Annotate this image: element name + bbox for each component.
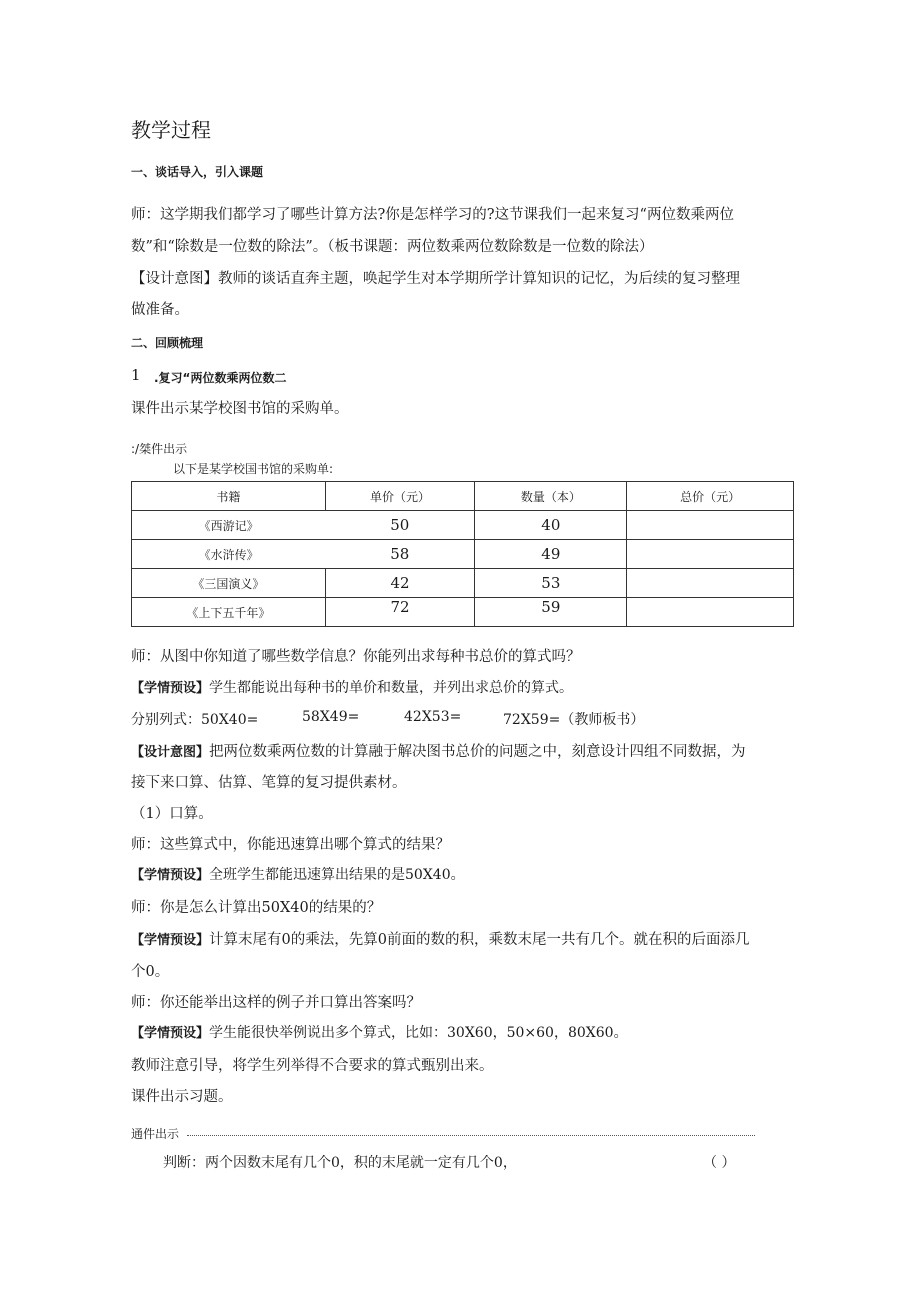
- preset-3: [131, 928, 749, 949]
- answer-1: 学生都能说出每种书的单价和数量，并列出求总价的算式。: [209, 680, 574, 696]
- cell-price: 58: [325, 540, 475, 569]
- answer-2: 全班学生都能迅速算出结果的是50X40。: [209, 867, 465, 883]
- cell-qty: 53: [475, 569, 627, 598]
- exercise-intro: 课件出示习题。: [131, 1089, 233, 1105]
- cell-book: 《三国演义》: [132, 569, 326, 598]
- purchase-table: [131, 481, 794, 627]
- cell-book: 《水浒传》: [132, 540, 326, 569]
- cell-book: 《西游记》: [132, 511, 326, 540]
- section1-line-3: 【设计意图】教师的谈话直奔主题，唤起学生对本学期所学计算知识的记忆，为后续的复习整理: [131, 271, 740, 287]
- formula-1: 分别列式：50X40=: [131, 712, 259, 728]
- cell-price: 42: [325, 569, 475, 598]
- preset-4: [131, 1022, 628, 1042]
- header-book: 书籍: [132, 482, 326, 511]
- table-row: [132, 569, 794, 598]
- section1-line-2: 数”和“除数是一位数的除法”。（板书课题：两位数乘两位数除数是一位数的除法）: [131, 239, 654, 255]
- question-3: 师：你是怎么计算出50X40的结果的？: [131, 900, 382, 916]
- judge-question: 判断：两个因数末尾有几个0，积的末尾就一定有几个0，: [163, 1155, 517, 1171]
- courseware-label: :/桀件出示: [131, 442, 188, 456]
- design-intent-2: [131, 740, 746, 761]
- section1-line-1: 师：这学期我们都学习了哪些计算方法?你是怎样学习的?这节课我们一起来复习“两位数乘两位: [131, 207, 734, 223]
- cell-total: [627, 540, 794, 569]
- question-1: 师：从图中你知道了哪些数学信息？你能列出求每种书总价的算式吗？: [131, 649, 581, 665]
- page-title: 教学过程: [131, 118, 211, 142]
- cell-qty: 49: [475, 540, 627, 569]
- answer-3b: 个0。: [131, 964, 170, 980]
- table-header-row: [132, 482, 794, 511]
- answer-3a: 计算末尾有0的乘法，先算0前面的数的积，乘数末尾一共有几个。就在积的后面添几: [209, 932, 750, 948]
- section1-line-4: 做准备。: [131, 302, 189, 318]
- tag-preset: 【学情预设】: [131, 681, 210, 696]
- answer-parentheses: （ ）: [703, 1155, 736, 1171]
- answer-4: 学生能很快举例说出多个算式，比如：30X60，50×60，80X60。: [209, 1025, 628, 1041]
- section1-heading: 一、谈话导入，引入课题: [131, 165, 264, 179]
- teacher-note: 教师注意引导，将学生列举得不合要求的算式甄别出来。: [131, 1058, 494, 1074]
- table-row: [132, 511, 794, 540]
- cell-total: [627, 511, 794, 540]
- header-price: 单价（元）: [325, 482, 475, 511]
- table-caption: 以下是某学校国书馆的采购单:: [173, 462, 334, 476]
- subsection-title: .复习“两位数乘两位数二: [154, 371, 287, 385]
- cell-total: [627, 598, 794, 627]
- table-row: [132, 540, 794, 569]
- subsection-number: 1: [131, 366, 141, 384]
- design-intent-text-a: 把两位数乘两位数的计算融于解决图书总价的问题之中，刻意设计四组不同数据，为: [209, 744, 746, 760]
- tag-preset: 【学情预设】: [131, 1026, 210, 1041]
- cell-price: 72: [325, 598, 475, 627]
- formula-4: 72X59=（教师板书）: [503, 712, 645, 728]
- formula-2: 58X49=: [302, 709, 360, 725]
- cell-total: [627, 569, 794, 598]
- formula-3: 42X53=: [404, 709, 462, 725]
- design-intent-text-b: 接下来口算、估算、笔算的复习提供素材。: [131, 775, 407, 791]
- header-total: 总价（元）: [627, 482, 794, 511]
- section2-heading: 二、回顾梳理: [131, 336, 204, 350]
- courseware-intro: 课件出示某学校图书馆的采购单。: [131, 401, 349, 417]
- preset-1: [131, 677, 573, 697]
- tag-design-intent: 【设计意图】: [131, 745, 210, 760]
- courseware-label-2: 通件出示: [131, 1127, 180, 1141]
- tag-preset: 【学情预设】: [131, 868, 210, 883]
- cell-book: 《上下五千年》: [132, 598, 326, 627]
- cell-price: 50: [325, 511, 475, 540]
- table-row: [132, 598, 794, 627]
- tag-preset: 【学情预设】: [131, 933, 210, 948]
- mental-math-heading: （1）口算。: [131, 806, 213, 822]
- question-4: 师：你还能举出这样的例子并口算出答案吗？: [131, 995, 421, 1011]
- dotted-divider: [187, 1135, 755, 1136]
- header-qty: 数量（本）: [475, 482, 627, 511]
- cell-qty: 40: [475, 511, 627, 540]
- preset-2: [131, 864, 465, 884]
- cell-qty: 59: [475, 598, 627, 627]
- question-2: 师：这些算式中，你能迅速算出哪个算式的结果？: [131, 837, 450, 853]
